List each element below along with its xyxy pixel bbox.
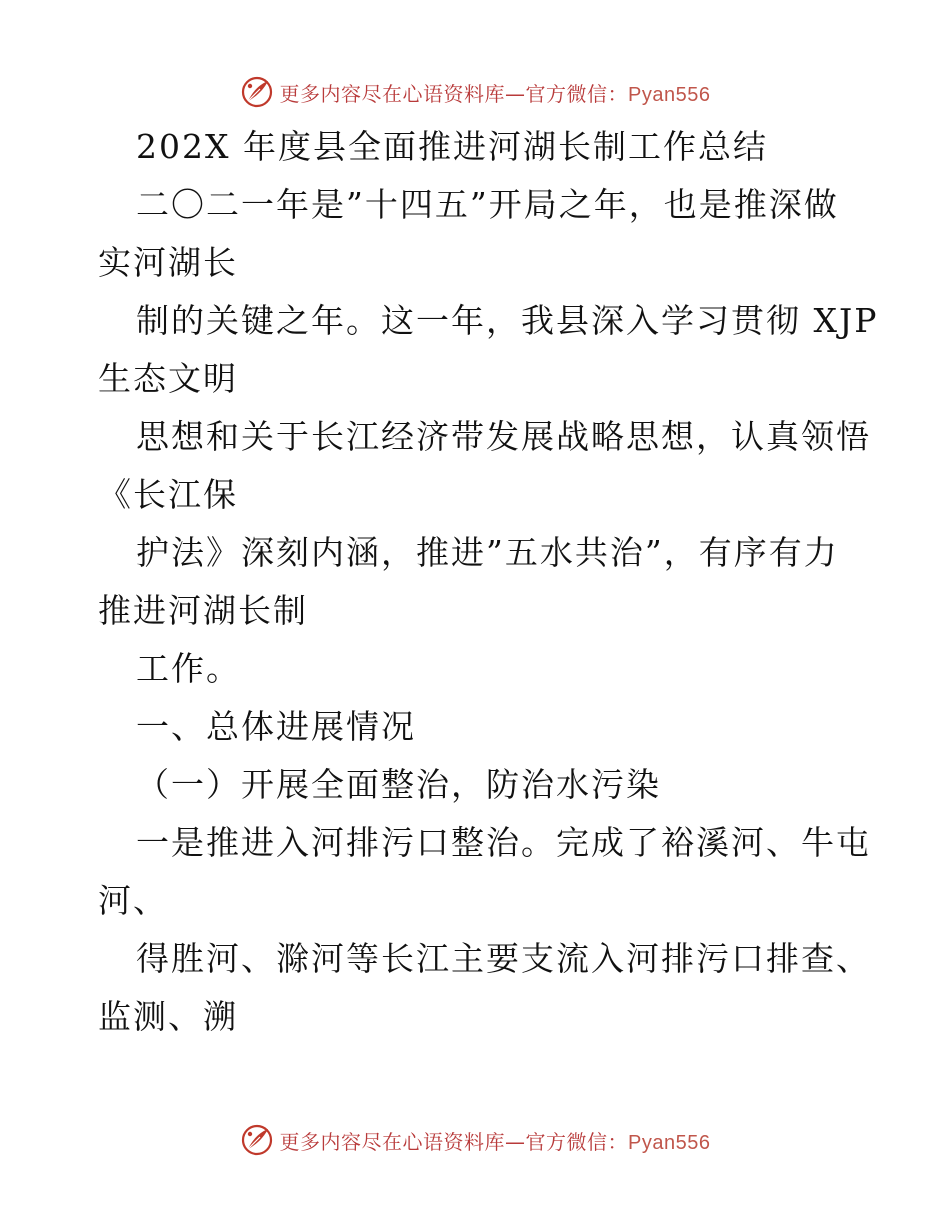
subsection-heading: （一）开展全面整治，防治水污染: [136, 765, 661, 804]
paragraph-line: 一是推进入河排污口整治。完成了裕溪河、牛屯: [136, 823, 871, 862]
watermark-wechat-id: Pyan556: [628, 83, 711, 106]
paragraph-line: 工作。: [136, 649, 241, 688]
watermark-label: 更多内容尽在心语资料库—官方微信：: [279, 81, 629, 106]
paragraph-line: 监测、溯: [98, 997, 238, 1036]
watermark-wechat-id: Pyan556: [628, 1131, 711, 1154]
paragraph-line: 生态文明: [98, 359, 238, 398]
watermark-label: 更多内容尽在心语资料库—官方微信：: [279, 1129, 629, 1154]
paragraph-line: 制的关键之年。这一年，我县深入学习贯彻 XJP: [136, 301, 879, 340]
document-body: [98, 118, 879, 1046]
paragraph-line: 推进河湖长制: [98, 591, 308, 630]
paragraph-line: 《长江保: [98, 475, 238, 514]
paragraph-line: 二〇二一年是”十四五”开局之年，也是推深做: [136, 185, 839, 224]
feather-pen-logo-icon: [240, 75, 274, 109]
document-title: 202X 年度县全面推进河湖长制工作总结: [136, 127, 768, 166]
footer-watermark: [0, 1120, 950, 1160]
paragraph-line: 实河湖长: [98, 243, 238, 282]
paragraph-line: 得胜河、滁河等长江主要支流入河排污口排查、: [136, 939, 871, 978]
paragraph-line: 思想和关于长江经济带发展战略思想，认真领悟: [136, 417, 871, 456]
section-heading: 一、总体进展情况: [136, 707, 416, 746]
feather-pen-logo-icon: [240, 1123, 274, 1157]
watermark-text: [280, 1126, 711, 1155]
paragraph-line: 河、: [98, 881, 168, 920]
paragraph-line: 护法》深刻内涵，推进”五水共治”，有序有力: [136, 533, 839, 572]
header-watermark: [0, 72, 950, 112]
watermark-text: [280, 78, 711, 107]
